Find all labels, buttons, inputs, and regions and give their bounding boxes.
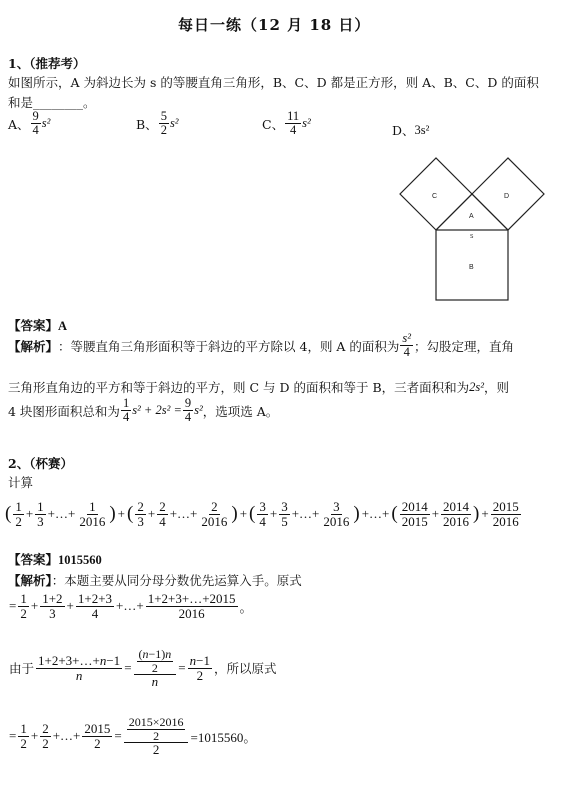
- q1-analysis-line1: 【解析】 ：等腰直角三角形面积等于斜边的平方除以 4，则 A 的面积为 $\frac{\text{s²}}{4}$ ；勾股定理，直角: [8, 331, 515, 360]
- figure-label-a: A: [469, 213, 474, 220]
- option-a-fraction: $\frac{9}{4}$: [32, 109, 39, 138]
- figure-label-d: D: [504, 193, 510, 200]
- q2-analysis: 【解析】：本题主要从同分母分数优先运算入手。原式: [8, 573, 302, 588]
- q2-header: 2、（杯赛）: [8, 456, 73, 471]
- q2-expression: ( $\frac{1}{2}$ + $\frac{1}{3}$ +…+ $\frac{1}{2016}$ ) + ( $\frac{2}{3}$ + $\frac{2}{4}$ +…+ $\frac{2}{2016}$ ) + ( $\frac{3}{4}$ + $\frac{3}{5}$ +…+ $\frac{3}{2016}$ ) +…+ ( $\frac{2014}{2015}$ + $\frac{2014}{2016}$ ) + $\frac{2015}{2016}$: [5, 499, 519, 529]
- q2-step2: 由于 $\frac{1+2+3+\dots+n-1}{n}$ = $\frac{\frac{(n-1)n}{2}}{n}$ = $\frac{n-1}{2}$ ，所以原式: [9, 647, 277, 690]
- q1-analysis-line3: 4 块图形面积总和为 $\frac{1}{4}$ s² + 2s² = $\frac{9}{4}$ s² ，选项选 A。: [8, 396, 279, 425]
- q1-option-a: A、 $\frac{9}{4}$ s²: [8, 109, 51, 138]
- q1-option-d: D、 3s²: [392, 122, 430, 138]
- figure-label-b: B: [469, 264, 474, 271]
- triangle-a-shape: [436, 194, 508, 230]
- q2-step1: = $\frac{1}{2}$ + $\frac{1+2}{3}$ + $\frac{1+2+3}{4}$ +…+ $\frac{1+2+3+\dots+2015}{2016}$ 。: [9, 591, 253, 621]
- q1-analysis-line2: 三角形直角边的平方和等于斜边的平方，则 C 与 D 的面积和等于 B，三者面积和为 2s² ，则: [8, 379, 510, 395]
- figure-label-c: C: [432, 193, 438, 200]
- q1-answer: 【答案】A: [8, 318, 68, 333]
- q1-stem-line2: 和是________。: [8, 95, 96, 110]
- figure-label-s: S: [470, 234, 474, 240]
- option-c-fraction: $\frac{11}{4}$: [287, 109, 300, 138]
- q1-option-c: C、 $\frac{11}{4}$ s²: [262, 109, 311, 138]
- squares-triangle-figure: [398, 152, 548, 304]
- area-a-fraction: $\frac{\text{s²}}{4}$: [402, 331, 412, 360]
- q2-prompt: 计算: [8, 475, 34, 490]
- page-title: 每日一练（12 月 18 日）: [178, 16, 371, 34]
- q1-option-b: B、 $\frac{5}{2}$ s²: [136, 109, 179, 138]
- q2-answer: 【答案】1015560: [8, 552, 102, 567]
- q2-step3: = $\frac{1}{2}$ + $\frac{2}{2}$ +…+ $\frac{2015}{2}$ = $\frac{\frac{2015\times 2016}{2}}{2}$ =1015560。: [9, 715, 257, 758]
- q1-header: 1、（推荐考）: [8, 56, 86, 71]
- option-b-fraction: $\frac{5}{2}$: [160, 109, 167, 138]
- q1-stem-line1: 如图所示，A 为斜边长为 s 的等腰直角三角形，B、C、D 都是正方形，则 A、B、C、D 的面积: [8, 75, 539, 90]
